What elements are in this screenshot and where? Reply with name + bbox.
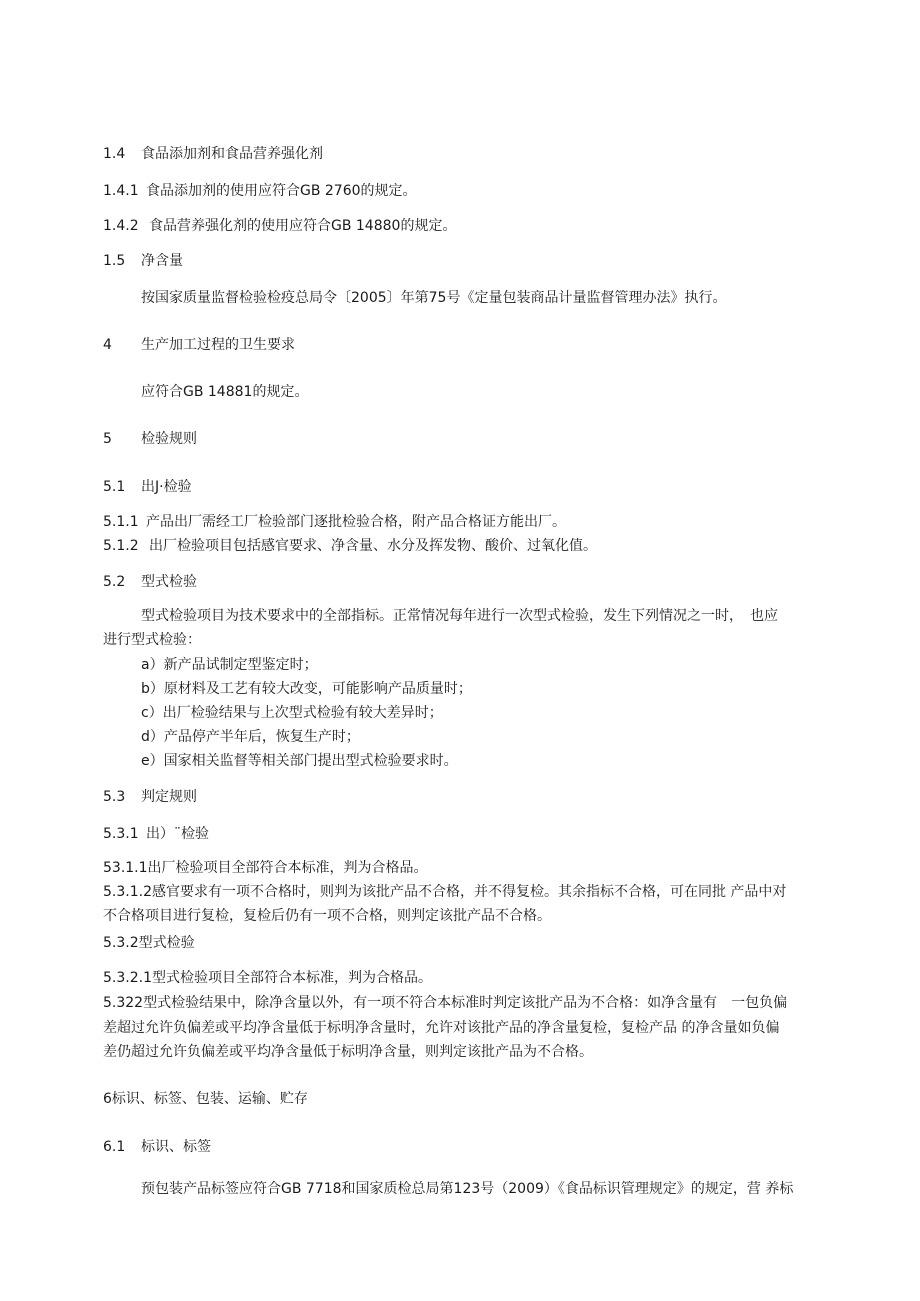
heading-6-1 <box>103 1137 211 1157</box>
heading-4 <box>103 335 295 355</box>
heading-5-3-1 <box>103 824 209 844</box>
clause-1-4-1 <box>103 181 417 201</box>
paragraph-4: 应符合GB 14881的规定。 <box>141 384 309 400</box>
heading-1-4 <box>103 144 323 164</box>
heading-5-3 <box>103 787 197 807</box>
clause-text: 出厂检验项目包括感官要求、净含量、水分及挥发物、酸价、过氧化值。 <box>149 538 597 554</box>
clause-5-1-2 <box>103 536 597 556</box>
clause-text: 食品添加剂的使用应符合GB 2760的规定。 <box>146 183 417 199</box>
heading-1-5 <box>103 251 183 271</box>
clause-5-3-2-2-line-3: 差仍超过允许负偏差或平均净含量低于标明净含量，则判定该批产品为不合格。 <box>103 1044 593 1060</box>
clause-text: 产品出厂需经工厂检验部门逐批检验合格，附产品合格证方能出厂。 <box>146 514 566 530</box>
paragraph-5-2-line-1: 型式检验项目为技术要求中的全部指标。正常情况每年进行一次型式检验，发生下列情况之一时， 也应 <box>141 608 778 624</box>
clause-5-3-1-1: 53.1.1出厂检验项目全部符合本标准，判为合格品。 <box>103 860 428 876</box>
heading-5-1 <box>103 477 192 497</box>
clause-5-3-1-2-line-1: 5.3.1.2感官要求有一项不合格时，则判为该批产品不合格，并不得复检。其余指标不合格，可在同批 产品中对 <box>103 884 787 900</box>
section-number: 5.1 <box>103 479 126 495</box>
section-title: 检验规则 <box>141 431 197 447</box>
clause-5-3-1-2-line-2: 不合格项目进行复检，复检后仍有一项不合格，则判定该批产品不合格。 <box>103 908 551 924</box>
clause-number: 1.4.2 <box>103 218 139 234</box>
list-item: a）新产品试制定型鉴定时； <box>141 657 318 673</box>
section-title: 型式检验 <box>141 574 197 590</box>
clause-1-4-2 <box>103 216 456 236</box>
clause-5-1-1 <box>103 512 566 532</box>
heading-5 <box>103 429 197 449</box>
clause-number: 5.1.1 <box>103 514 139 530</box>
paragraph-6-1: 预包装产品标签应符合GB 7718和国家质检总局第123号（2009）《食品标识管理规定》的规定，营 养标 <box>141 1181 794 1197</box>
section-title: 判定规则 <box>141 789 197 805</box>
section-number: 1.5 <box>103 253 126 269</box>
section-number: 1.4 <box>103 146 126 162</box>
clause-5-3-2-1: 5.3.2.1型式检验项目全部符合本标准，判为合格品。 <box>103 970 432 986</box>
heading-6: 6标识、标签、包装、运输、贮存 <box>103 1091 308 1107</box>
heading-5-2 <box>103 572 197 592</box>
section-number: 4 <box>103 337 112 353</box>
section-title: 出）¨检验 <box>146 826 209 842</box>
section-number: 5 <box>103 431 112 447</box>
paragraph-1-5: 按国家质量监督检验检疫总局令〔2005〕年第75号《定量包装商品计量监督管理办法》执行。 <box>141 290 727 306</box>
clause-5-3-2-2-line-1: 5.322型式检验结果中，除净含量以外，有一项不符合本标准时判定该批产品为不合格：如净含量有 一包负偏 <box>103 995 788 1011</box>
section-number: 5.2 <box>103 574 126 590</box>
list-item: b）原材料及工艺有较大改变，可能影响产品质量时； <box>141 681 472 697</box>
section-number: 5.3 <box>103 789 126 805</box>
section-number: 5.3.1 <box>103 826 139 842</box>
list-item: d）产品停产半年后，恢复生产时； <box>141 729 360 745</box>
section-title: 净含量 <box>141 253 183 269</box>
list-item: c）出厂检验结果与上次型式检验有较大差异时； <box>141 705 443 721</box>
section-number: 6.1 <box>103 1139 126 1155</box>
list-item: e）国家相关监督等相关部门提出型式检验要求时。 <box>141 753 458 769</box>
clause-5-3-2-2-line-2: 差超过允许负偏差或平均净含量低于标明净含量时，允许对该批产品的净含量复检，复检产品 的净含量如负偏 <box>103 1020 780 1036</box>
section-title: 标识、标签 <box>141 1139 211 1155</box>
paragraph-5-2-line-2: 进行型式检验： <box>103 632 201 648</box>
heading-5-3-2: 5.3.2型式检验 <box>103 935 195 951</box>
section-title: 生产加工过程的卫生要求 <box>141 337 295 353</box>
clause-number: 5.1.2 <box>103 538 139 554</box>
clause-text: 食品营养强化剂的使用应符合GB 14880的规定。 <box>149 218 457 234</box>
section-title: 出J·检验 <box>141 479 192 495</box>
clause-number: 1.4.1 <box>103 183 139 199</box>
section-title: 食品添加剂和食品营养强化剂 <box>141 146 323 162</box>
